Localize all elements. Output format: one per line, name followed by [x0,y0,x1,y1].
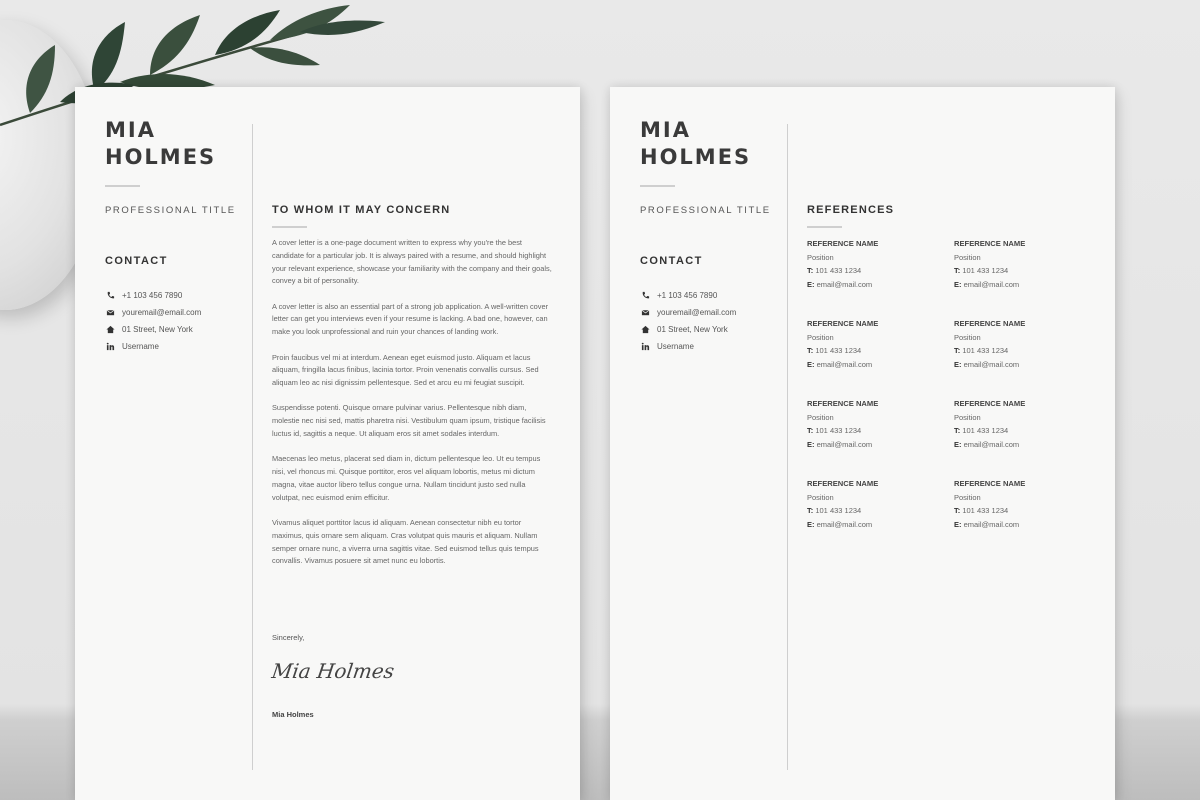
reference-name: REFERENCE NAME [807,399,879,408]
contact-phone-text: +1 103 456 7890 [657,291,718,300]
contact-item-phone [105,287,201,304]
reference-phone: T: 101 433 1234 [954,506,1009,516]
column-divider [787,124,788,770]
signature: Mia Holmes [270,659,396,683]
reference-phone: T: 101 433 1234 [807,266,862,276]
letter-body [272,237,552,581]
reference-email: E: email@mail.com [807,439,873,449]
last-name: HOLMES [640,145,752,169]
reference-position: Position [954,412,981,422]
home-icon [640,325,650,335]
contact-email-text: youremail@email.com [122,308,202,317]
home-icon [105,325,115,335]
letter-paragraph: Proin faucibus vel mi at interdum. Aenean eget euismod justo. Aliquam et lacus aliquam, fringilla lacus finibus, lacinia tortor. Proin venenatis convallis cursus. Sed aliquam leo ac nisi dignissim pellentesque. Sed et arcu eu mi feugiat suscipit. [272,352,539,388]
reference-name: REFERENCE NAME [807,239,879,248]
last-name: HOLMES [105,145,217,169]
letter-paragraph: A cover letter is also an essential part of a strong job application. A well-written cover letter can get you interviews even if your resume is lacking. A bad one, however, can make you look unprofessional and ruin your chances of landing work. [272,301,549,337]
contact-linkedin-text: Username [122,342,159,351]
contact-item-linkedin [640,338,736,355]
reference-card [954,237,1094,291]
reference-email: E: email@mail.com [954,359,1020,369]
reference-position: Position [954,332,981,342]
reference-phone: T: 101 433 1234 [954,426,1009,436]
mail-icon [105,308,115,318]
reference-name: REFERENCE NAME [807,479,879,488]
letter-closing: Sincerely, [272,633,305,642]
reference-phone: T: 101 433 1234 [807,426,862,436]
contact-heading: CONTACT [640,255,703,267]
reference-position: Position [807,412,834,422]
references-page [610,87,1115,800]
reference-email: E: email@mail.com [807,279,873,289]
letter-heading-underline [272,226,307,228]
reference-position: Position [807,252,834,262]
contact-item-linkedin [105,338,201,355]
reference-card [954,317,1094,371]
reference-name: REFERENCE NAME [954,399,1026,408]
phone-icon [640,291,650,301]
contact-address-text: 01 Street, New York [122,325,193,334]
letter-paragraph: Maecenas leo metus, placerat sed diam in, dictum pellentesque leo. Ut eu tempus nisi, vel rhoncus mi. Quisque porttitor, eros vel aliquam lobortis, metus mi dictum magna, vitae auctor libero tellus congue urna. Nullam tincidunt justo sed nulla volutpat, nec euismod enim efficitur. [272,454,541,502]
contact-item-address [640,321,736,338]
reference-card [807,397,947,451]
first-name: MIA [640,118,691,142]
candidate-name [105,117,216,171]
professional-title: PROFESSIONAL TITLE [105,205,236,216]
reference-name: REFERENCE NAME [807,319,879,328]
letter-heading: TO WHOM IT MAY CONCERN [272,204,451,216]
contact-item-phone [640,287,736,304]
reference-email: E: email@mail.com [807,359,873,369]
reference-card [807,317,947,371]
reference-phone: T: 101 433 1234 [807,506,862,516]
cover-letter-page [75,87,580,800]
letter-paragraph: A cover letter is a one-page document written to express why you're the best candidate for a particular job. It is always paired with a resume, and should highlight your relevant experience, showcase your familiarity with the company and their goals, convey a bit of personality. [272,238,552,286]
professional-title: PROFESSIONAL TITLE [640,205,771,216]
reference-position: Position [954,492,981,502]
contact-phone-text: +1 103 456 7890 [122,291,183,300]
candidate-name [640,117,751,171]
reference-name: REFERENCE NAME [954,479,1026,488]
reference-email: E: email@mail.com [954,279,1020,289]
contact-item-address [105,321,201,338]
reference-name: REFERENCE NAME [954,319,1026,328]
reference-email: E: email@mail.com [954,519,1020,529]
reference-email: E: email@mail.com [807,519,873,529]
reference-phone: T: 101 433 1234 [954,266,1009,276]
contact-address-text: 01 Street, New York [657,325,728,334]
reference-phone: T: 101 433 1234 [954,346,1009,356]
letter-paragraph: Vivamus aliquet porttitor lacus id aliquam. Aenean consectetur nibh eu tortor maximus, quis ornare sem aliquam. Cras volutpat quis mauris et aliquam. Nullam semper ornare nunc, a viverra urna sagittis vitae. Sed euismod tellus quis tempus convallis. Vivamus posuere sit amet nunc eu lobortis. [272,518,539,566]
linkedin-icon [640,342,650,352]
reference-card [807,237,947,291]
reference-position: Position [807,492,834,502]
contact-item-email [640,304,736,321]
reference-position: Position [807,332,834,342]
first-name: MIA [105,118,156,142]
reference-card [954,397,1094,451]
contact-list [640,287,736,355]
signed-name: Mia Holmes [272,710,314,719]
references-heading-underline [807,226,842,228]
letter-paragraph: Suspendisse potenti. Quisque ornare pulvinar varius. Pellentesque nibh diam, molestie nec nisi sed, mattis pharetra nisi. Vestibulum quam ipsum, tristique facilisis luctus id, sagittis a neque. Ut aliquam eros sit amet sodales interdum. [272,403,546,439]
contact-email-text: youremail@email.com [657,308,737,317]
name-underline [640,185,675,187]
phone-icon [105,291,115,301]
contact-item-email [105,304,201,321]
reference-card [807,477,947,531]
reference-position: Position [954,252,981,262]
reference-name: REFERENCE NAME [954,239,1026,248]
linkedin-icon [105,342,115,352]
contact-heading: CONTACT [105,255,168,267]
references-heading: REFERENCES [807,204,895,216]
contact-linkedin-text: Username [657,342,694,351]
name-underline [105,185,140,187]
reference-card [954,477,1094,531]
reference-email: E: email@mail.com [954,439,1020,449]
reference-phone: T: 101 433 1234 [807,346,862,356]
mail-icon [640,308,650,318]
column-divider [252,124,253,770]
contact-list [105,287,201,355]
